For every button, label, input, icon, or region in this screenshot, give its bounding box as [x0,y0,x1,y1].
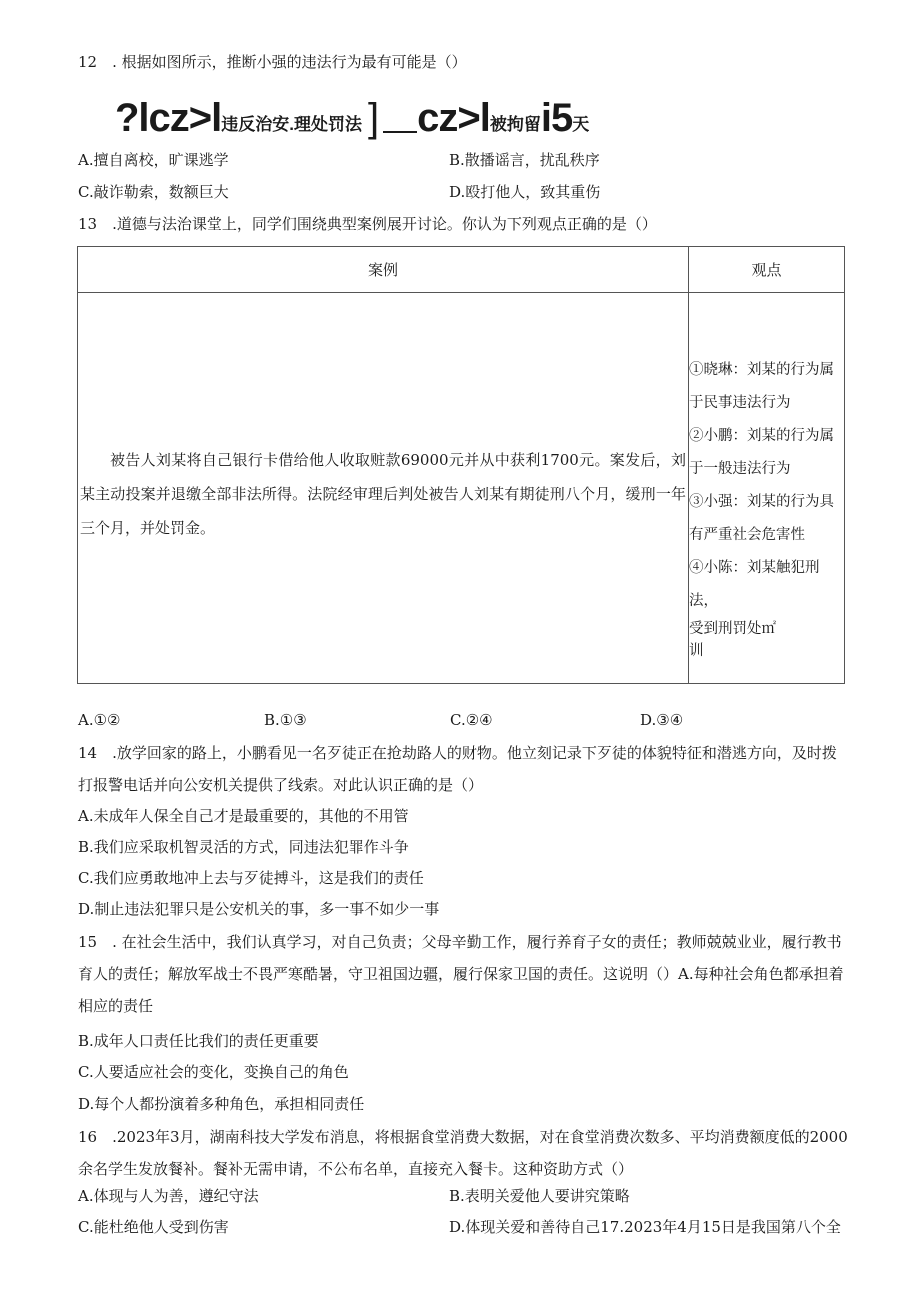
flow-arrow-line [383,131,417,133]
view-line: 于一般违法行为 [689,461,791,477]
q16-option-a: A.体现与人为善，遵纪守法 [78,1187,259,1205]
q14-option-c: C.我们应勇敢地冲上去与歹徒搏斗，这是我们的责任 [78,869,424,887]
flow-part-1: ?lcz>l [115,96,222,140]
q12-flow-diagram [115,90,589,138]
view-line: ③小强：刘某的行为具 [689,494,834,510]
q16-option-d: D.体现关爱和善待自己17.2023年4月15日是我国第八个全 [449,1218,841,1236]
q12-option-a: A.擅自离校，旷课逃学 [78,151,229,169]
q13-option-d: D.③④ [640,711,684,729]
q16-stem: 16 .2023年3月，湖南科技大学发布消息，将根据食堂消费大数据，对在食堂消费次数多、平均消费额度低的2000余名学生发放餐补。餐补无需申请，不公布名单，直接充入餐卡。这种资助方式（） [78,1128,848,1178]
flow-bracket: ] [368,96,380,140]
q13-option-b: B.①③ [264,711,307,729]
view-line: 于民事违法行为 [689,395,791,411]
q13-option-c: C.②④ [450,711,493,729]
case-text: 被告人刘某将自己银行卡借给他人收取赃款69000元并从中获利1700元。案发后，刘某主动投案并退缴全部非法所得。法院经审理后判处被告人刘某有期徒刑八个月，缓刑一年三个月，并处罚金。 [80,451,686,537]
q13-stem: 13 .道德与法治课堂上，同学们围绕典型案例展开讨论。你认为下列观点正确的是（） [78,215,657,233]
view-line: ①晓琳：刘某的行为属 [689,362,834,378]
q12-stem: 12 . 根据如图所示，推断小强的违法行为最有可能是（） [78,53,467,71]
flow-part-3: i5 [540,96,573,140]
flow-part-2: cz>l [417,96,490,140]
flow-label-2: 被拘留 [489,115,541,134]
q14-stem: 14 .放学回家的路上，小鹏看见一名歹徒正在抢劫路人的财物。他立刻记录下歹徒的体貌特征和潜逃方向，及时拨打报警电话并向公安机关提供了线索。对此认识正确的是（） [78,744,837,794]
q15-option-c: C.人要适应社会的变化，变换自己的角色 [78,1063,349,1081]
view-line: 训 [689,643,704,659]
q15-option-d: D.每个人都扮演着多种角色，承担相同责任 [78,1095,365,1113]
q16-option-c: C.能杜绝他人受到伤害 [78,1218,229,1236]
q12-option-b: B.散播谣言，扰乱秩序 [449,151,600,169]
view-line: ④小陈：刘某触犯刑法， [689,560,820,609]
views-cell [689,293,845,684]
flow-label-3: 天 [572,115,590,134]
view-line: 有严重社会危害性 [689,527,805,543]
q16-option-b: B.表明关爱他人要讲究策略 [449,1187,630,1205]
q15-option-b: B.成年人口责任比我们的责任更重要 [78,1032,319,1050]
q14-option-d: D.制止违法犯罪只是公安机关的事，多一事不如少一事 [78,900,440,918]
view-line: ②小鹏：刘某的行为属 [689,428,834,444]
case-table [77,246,845,684]
q12-option-d: D.殴打他人，致其重伤 [449,183,601,201]
q15-stem: 15 . 在社会生活中，我们认真学习，对自己负责；父母辛勤工作，履行养育子女的责任；教师兢兢业业，履行教书育人的责任；解放军战士不畏严寒酷暑，守卫祖国边疆，履行保家卫国的责任。这说明（）A.每种社会角色都承担着相应的责任 [78,933,844,1015]
flow-label-1: 违反治安.理处罚法 [221,115,362,134]
q14-option-a: A.未成年人保全自己才是最重要的，其他的不用管 [78,807,409,825]
view-line: 受到刑罚处㎡ [689,621,776,637]
q12-option-c: C.敲诈勒索，数额巨大 [78,183,229,201]
table-header-case: 案例 [78,247,689,293]
q14-option-b: B.我们应采取机智灵活的方式，同违法犯罪作斗争 [78,838,409,856]
q13-option-a: A.①② [78,711,121,729]
case-cell [78,293,689,684]
table-header-view: 观点 [689,247,845,293]
